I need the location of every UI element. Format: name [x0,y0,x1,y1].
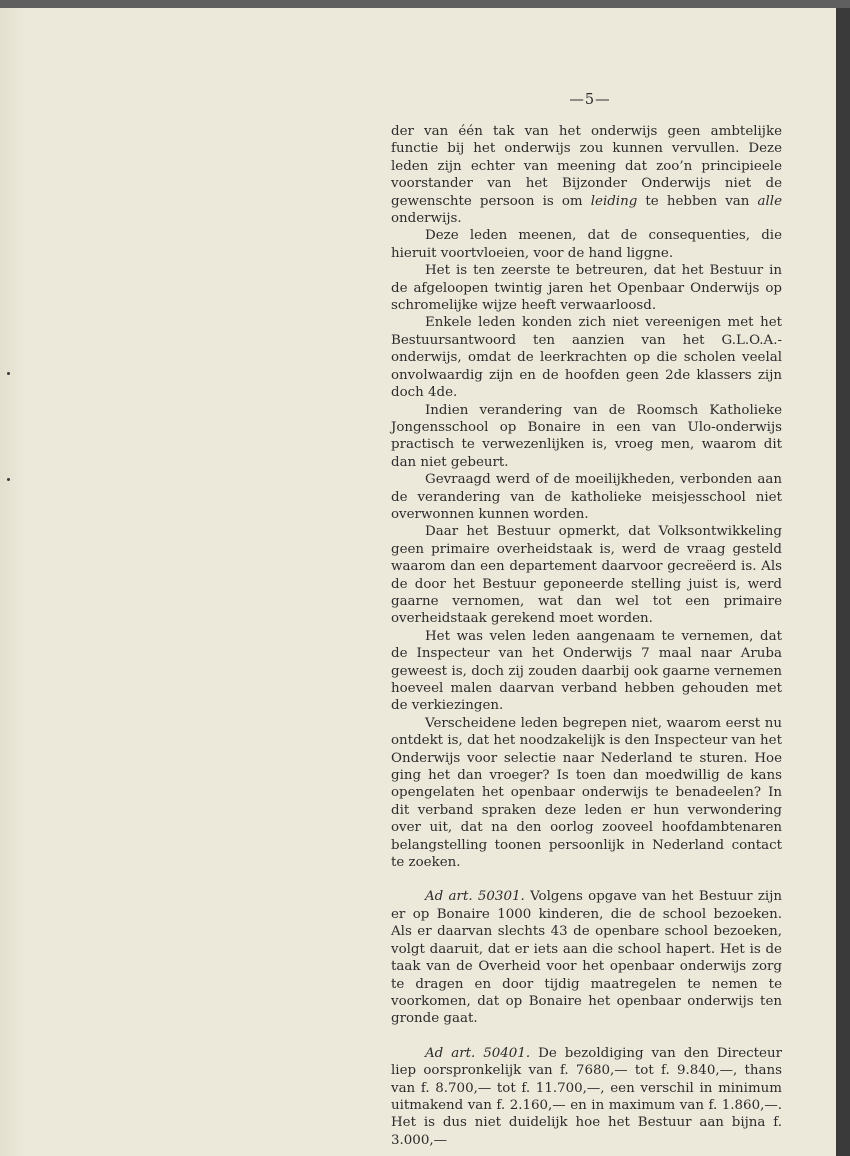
text-segment: Verscheidene leden begrepen niet, waarom eerst nu ontdekt is, dat het noodzakelijk is den Inspecteur van het Onderwijs voor selectie naar Nederland te sturen. Hoe ging het dan vroeger? Is toen dan moedwillig de kans opengelaten het openbaar onderwijs te benadeelen? In dit verband spraken deze leden er hun verwondering over uit, dat na den oorlog zooveel hoofdambtenaren belangstelling toonen persoonlijk in Nederland contact te zoeken. [391,715,782,871]
text-segment: der van één tak van het onderwijs geen ambtelijke functie bij het onderwijs zou kunnen vervullen. Deze leden zijn echter van meening dat zoo’n principieele voorstander van het Bijzonder Onderwijs niet de gewenschte persoon is om [391,124,782,209]
paragraph [391,123,782,227]
paragraph [391,715,782,872]
text-segment: Indien verandering van de Roomsch Katholieke Jongensschool op Bonaire in een van Ulo-onderwijs practisch te verwezenlijken is, vroeg men, waarom dit dan niet gebeurt. [391,402,782,470]
text-segment: De bezoldiging van den Directeur liep oorspronkelijk van f. 7680,— tot f. 9.840,—, thans van f. 8.700,— tot f. 11.700,—, een verschil in minimum uitmakend van f. 2.160,— en in maximum van f. 1.860,—. Het is dus niet duidelijk hoe het Bestuur aan bijna f. 3.000,— [391,1045,782,1148]
paragraph [391,471,782,523]
text-segment: Enkele leden konden zich niet vereenigen met het Bestuursantwoord ten aanzien van het G.L.O.A.-onderwijs, omdat de leerkrachten op die scholen veelal onvolwaardig zijn en de hoofden geen 2de klassers zijn doch 4de. [391,315,782,401]
paragraph [391,628,782,715]
text-segment: onderwijs. [391,211,462,227]
italic-reference: leiding [590,193,638,209]
paragraph [391,523,782,627]
speck-mark [7,478,10,481]
text-segment: Het was velen leden aangenaam te vernemen, dat de Inspecteur van het Onderwijs 7 maal naar Aruba geweest is, doch zij zouden daarbij ook gaarne vernemen hoeveel malen daarvan verband hebben gehouden met de verkiezingen. [391,628,782,714]
paragraph [391,402,782,472]
italic-reference: Ad art. 50401. [425,1045,531,1061]
italic-reference: alle [757,193,783,209]
text-segment: Gevraagd werd of de moeilijkheden, verbonden aan de verandering van de katholieke meisjesschool niet overwonnen kunnen worden. [391,472,782,522]
page-left-margin [0,8,26,1156]
text-segment: Deze leden meenen, dat de consequenties, die hieruit voortvloeien, voor de hand liggne. [391,228,782,261]
paragraph [391,888,782,1027]
text-segment: Daar het Bestuur opmerkt, dat Volksontwikkeling geen primaire overheidstaak is, werd de vraag gesteld waarom dan een departement daarvoor gecreëerd is. Als de door het Bestuur geponeerde stelling juist is, werd gaarne vernomen, wat dan wel tot een primaire overheidstaak gerekend moet worden. [391,524,782,627]
paragraph [391,227,782,262]
paragraph [391,1045,782,1149]
body-text [391,123,782,1149]
text-segment: te hebben van [637,193,758,209]
text-segment: Volgens opgave van het Bestuur zijn er op Bonaire 1000 kinderen, die de school bezoeken. Als er daarvan slechts 43 de openbare school bezoeken, volgt daaruit, dat er iets aan die school hapert. Het is de taak van de Overheid voor het openbaar onderwijs zorg te dragen en door tijdig maatregelen te nemen te voorkomen, dat op Bonaire het openbaar onderwijs ten gronde gaat. [391,889,782,1027]
text-segment: Het is ten zeerste te betreuren, dat het Bestuur in de afgeloopen twintig jaren het Openbaar Onderwijs op schromelijke wijze heeft verwaarloosd. [391,263,782,314]
speck-mark [7,372,10,375]
scan-right-edge [836,8,850,1156]
paragraph [391,262,782,314]
italic-reference: Ad art. 50301. [425,889,525,905]
paragraph [391,314,782,401]
page-number: —5— [569,92,611,108]
